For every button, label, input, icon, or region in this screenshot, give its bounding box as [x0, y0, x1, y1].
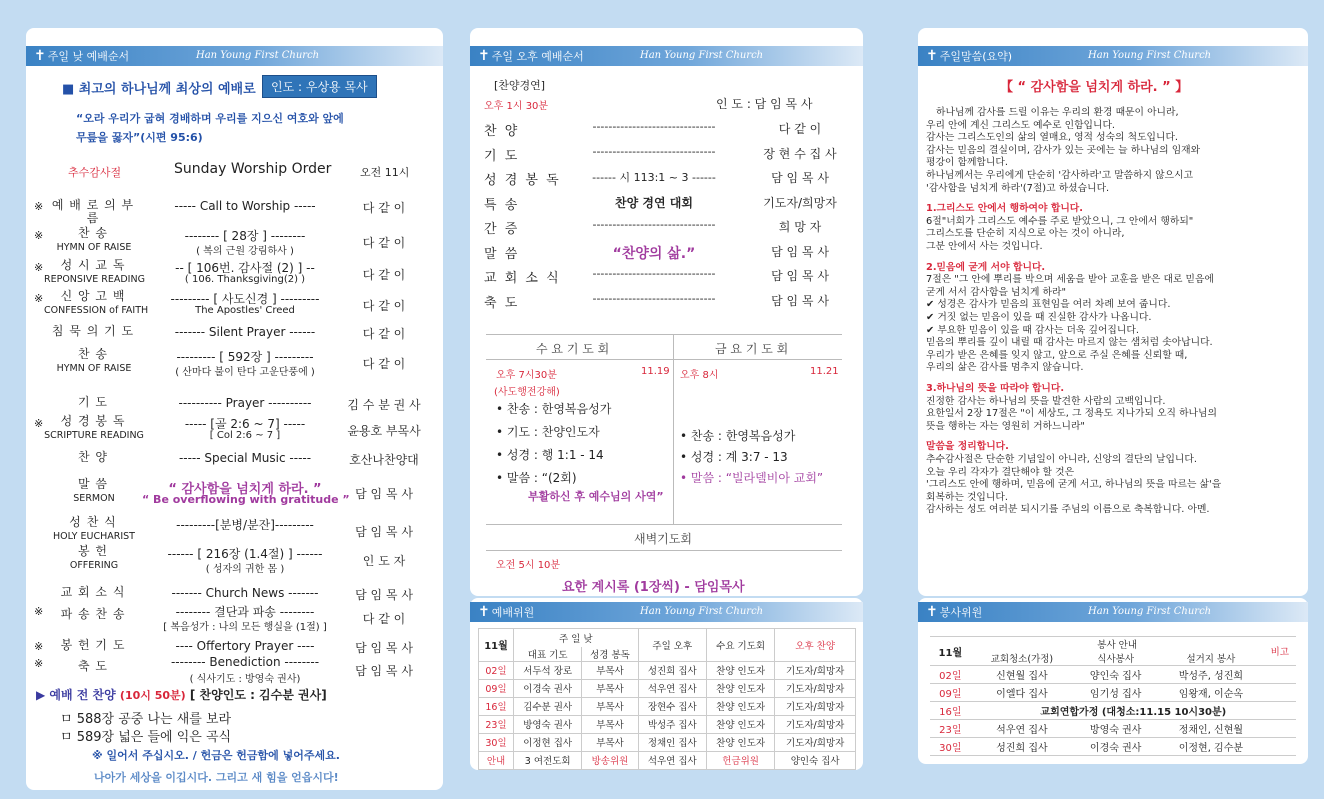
header-church-name: Han Young First Church [1088, 50, 1212, 61]
header-title: 주일말씀(요약) [939, 50, 1013, 63]
sermon-line: 감사는 그리스도인의 삶의 열매요, 영적 성숙의 척도입니다. [926, 132, 1179, 144]
sermon-line: 하나님께서는 우리에게 단순히 '감사하라'고 말씀하지 않으시고 [926, 170, 1194, 181]
afternoon-item [470, 218, 863, 240]
service-cell: 성진희 집사 [971, 738, 1074, 756]
pre-praise-title: ▶ 예배 전 찬양 (10시 50분) [ 찬양인도 : 김수분 권사] [36, 688, 327, 702]
sermon-line: ✔ 거짓 없는 믿음이 있을 때 진실한 감사가 나옵니다. [926, 312, 1152, 323]
afternoon-item-name: 교 회 소 식 [484, 271, 561, 286]
order-item-leader: 윤용호 부목사 [347, 424, 421, 438]
service-cell: 30일 [930, 738, 971, 756]
order-title: Sunday Worship Order [174, 161, 332, 177]
order-item-sub: The Apostles' Creed [195, 305, 295, 316]
pre-song-1: ㅁ 588장 공중 나는 새를 보라 [60, 712, 232, 727]
fri-line: • 말씀 : “빌라델비아 교회” [680, 471, 824, 485]
afternoon-item-name: 간 증 [484, 222, 520, 237]
duty-col: 주일 오후 [638, 629, 706, 662]
order-item-detail: ----- [골 2:6 ~ 7] ----- [184, 417, 306, 431]
wed-note: (사도행전강해) [494, 387, 560, 398]
required-mark: ※ [34, 292, 44, 305]
order-item-sub: ( 식사기도 : 방영숙 권사) [189, 674, 301, 685]
order-item-detail: ------- Church News ------- [171, 586, 319, 600]
leader-badge: 인도 : 우상용 목사 [262, 75, 377, 98]
service-row [930, 702, 1296, 720]
sermon-line: ✔ 부요한 믿음이 있을 때 감사는 더욱 깊어집니다. [926, 324, 1139, 336]
sermon-line: 3.하나님의 뜻을 따라야 합니다. [926, 383, 1065, 394]
afternoon-item-leader: 담 임 목 사 [771, 244, 829, 259]
sermon-line: 말씀을 정리합니다. [926, 441, 1009, 453]
fri-date: 11.21 [810, 366, 839, 377]
duty-cell: 09일 [479, 679, 514, 697]
duty-row [479, 733, 856, 751]
duty-cell: 3 여전도회 [513, 751, 581, 769]
service-cell: 09일 [930, 684, 971, 702]
pre-song-2: ㅁ 589장 넓은 들에 익은 곡식 [60, 730, 232, 745]
sermon-header [918, 46, 1308, 66]
order-item-name: 교 회 소 식 [60, 585, 126, 599]
duty-cell: 부목사 [582, 733, 638, 751]
order-item-detail: ----- Call to Worship ----- [174, 199, 316, 213]
header-church-name: Han Young First Church [1088, 606, 1212, 617]
cross-icon: ✝ [926, 604, 938, 620]
service-time: 오전 11시 [360, 166, 410, 179]
serv-col: 11월 [930, 637, 971, 666]
order-item-detail: ----- Special Music ----- [178, 451, 312, 465]
order-item [26, 545, 443, 575]
service-row [930, 684, 1296, 702]
stand-notice: ※ 일어서 주십시오. / 헌금은 헌금함에 넣어주세요. [92, 749, 340, 762]
service-cell: 16일 [930, 702, 971, 720]
afternoon-sub: [찬양경연] [494, 79, 546, 92]
service-row [930, 720, 1296, 738]
afternoon-item [470, 292, 863, 314]
order-item [26, 446, 443, 476]
service-header [918, 602, 1308, 622]
serv-col: 봉사 안내 [971, 637, 1264, 652]
sermon-line: 우리가 받은 은혜를 잊지 않고, 앞으로 주실 은혜를 신뢰할 때, [926, 349, 1188, 361]
verse-line-1: “오라 우리가 굽혀 경배하며 우리를 지으신 여호와 앞에 [76, 112, 344, 125]
order-item-leader: 담 임 목 사 [355, 588, 413, 602]
order-item-sub: “ Be overflowing with gratitude ” [142, 493, 350, 506]
afternoon-item-name: 찬 양 [484, 124, 520, 139]
duty-col: 성경 봉독 [582, 647, 638, 662]
order-item-name: 찬 송 [78, 226, 108, 240]
order-item [26, 320, 443, 350]
service-cell: 석우연 집사 [971, 720, 1074, 738]
afternoon-time: 오후 1시 30분 [484, 101, 549, 112]
service-note-cell [1264, 684, 1296, 702]
duty-cell: 박성주 집사 [638, 715, 706, 733]
order-item-detail: ------- Silent Prayer ------ [174, 325, 316, 339]
order-item-leader: 담 임 목 사 [355, 641, 413, 655]
required-mark: ※ [34, 657, 44, 670]
afternoon-leader: 인 도 : 담 임 목 사 [716, 97, 813, 111]
order-item-detail: ---------- Prayer ---------- [178, 396, 312, 410]
sermon-line: '그리스도 안에 행하며, 믿음에 굳게 서고, 하나님의 뜻을 따르는 삶'을 [926, 479, 1222, 491]
sermon-line: 우리 안에 계신 그리스도 예수로 인함입니다. [926, 119, 1116, 131]
order-item-name: 기 도 [78, 395, 108, 409]
service-cell: 임왕재, 이순옥 [1158, 684, 1263, 702]
wed-prayer-title: 수 요 기 도 회 [536, 342, 610, 356]
duty-col: 대표 기도 [513, 647, 581, 662]
sermon-line: ✔ 성경은 감사가 믿음의 표현임을 여러 차례 보여 줍니다. [926, 299, 1171, 311]
order-item [26, 227, 443, 257]
wed-line: • 기도 : 찬양인도자 [496, 425, 600, 439]
order-item-sub: ( 복의 근원 강림하사 ) [196, 246, 294, 257]
duty-cell: 부목사 [582, 661, 638, 679]
service-row [930, 738, 1296, 756]
order-item-name: 말 씀 [78, 477, 108, 491]
order-item-leader: 인 도 자 [362, 554, 406, 568]
afternoon-header [470, 46, 863, 66]
order-item-sub: [ Col 2:6 ~ 7 ] [209, 430, 281, 441]
service-cell: 23일 [930, 720, 971, 738]
order-item-leader: 다 같 이 [362, 268, 406, 282]
cross-icon: ✝ [478, 604, 490, 620]
verse-line-2: 무릎을 꿇자”(시편 95:6) [76, 131, 203, 144]
divider [486, 359, 842, 360]
duty-cell: 찬양 인도자 [706, 733, 774, 751]
order-item-name: 예 배 로 의 부 름 [51, 198, 135, 225]
required-mark: ※ [34, 605, 44, 618]
order-item-detail: “ 감사함을 넘치게 하라. ” [168, 482, 322, 497]
order-item-detail: --------- [ 592장 ] --------- [176, 350, 314, 364]
duty-cell: 찬양 인도자 [706, 679, 774, 697]
wed-time: 오후 7시30분 [496, 370, 557, 381]
sermon-line: 그분 안에서 사는 것입니다. [926, 241, 1043, 252]
wed-line: • 찬송 : 한영복음성가 [496, 402, 612, 416]
order-item-sub: ( 106. Thanksgiving(2) ) [184, 274, 306, 285]
required-mark: ※ [34, 261, 44, 274]
duty-row [479, 679, 856, 697]
panel-service-roster [918, 598, 1308, 764]
service-cell: 이엘다 집사 [971, 684, 1074, 702]
order-item-detail: -- [ 106번. 감사절 (2) ] -- [175, 261, 315, 275]
divider [486, 334, 842, 335]
afternoon-item-name: 말 씀 [484, 246, 520, 262]
duty-cell: 기도자/희망자 [775, 679, 856, 697]
duty-cell: 헌금위원 [706, 751, 774, 769]
order-item [26, 259, 443, 289]
duty-cell: 석우연 집사 [638, 751, 706, 769]
service-cell: 양인숙 집사 [1073, 666, 1158, 684]
order-item-name: 침 묵 의 기 도 [51, 324, 135, 338]
order-item-detail: -------- 결단과 파송 -------- [175, 605, 315, 619]
afternoon-item [470, 169, 863, 191]
afternoon-item-detail: “찬양의 삶.” [612, 245, 696, 262]
header-church-name: Han Young First Church [196, 50, 320, 61]
required-mark: ※ [34, 417, 44, 430]
order-item-name: 찬 양 [78, 450, 108, 464]
header-title: 주일 낮 예배순서 [47, 50, 130, 63]
service-note-cell [1264, 720, 1296, 738]
duty-col: 11월 [479, 629, 514, 662]
afternoon-item-leader: 장 현 수 집 사 [763, 146, 837, 161]
afternoon-item-leader: 담 임 목 사 [771, 269, 829, 283]
order-item-detail: ---------[분병/분잔]--------- [176, 518, 314, 532]
duty-cell: 정채인 집사 [638, 733, 706, 751]
sermon-line: 오늘 우리 각자가 결단해야 할 것은 [926, 466, 1075, 478]
order-item-detail: -------- [ 28장 ] -------- [184, 229, 306, 243]
header-title: 예배위원 [491, 606, 535, 619]
cross-icon: ✝ [926, 48, 938, 64]
header-title: 봉사위원 [939, 606, 983, 619]
order-item [26, 348, 443, 378]
panel-footer: 나아가 세상을 이깁시다. 그리고 새 힘을 얻읍시다! [94, 771, 339, 784]
duty-col: 오후 찬양 [775, 629, 856, 662]
order-item-sub: ( 산마다 불이 탄다 고운단풍에 ) [175, 367, 315, 378]
header-church-name: Han Young First Church [640, 50, 764, 61]
divider [673, 334, 674, 524]
panel-sermon-summary [918, 28, 1308, 596]
duty-cell: 방송위원 [582, 751, 638, 769]
order-item [26, 290, 443, 320]
duty-cell: 부목사 [582, 715, 638, 733]
order-item-en: CONFESSION of FAITH [44, 305, 149, 316]
fri-prayer-title: 금 요 기 도 회 [715, 342, 789, 356]
duty-cell: 기도자/희망자 [775, 661, 856, 679]
duty-col: 주 일 낮 [513, 629, 638, 647]
service-cell: 교회연합가정 (대청소:11.15 10시30분) [971, 702, 1296, 720]
duty-row [479, 715, 856, 733]
order-item-name: 봉 헌 기 도 [60, 638, 126, 652]
wed-sermon: 부활하신 후 예수님의 사역” [528, 490, 664, 503]
order-item [26, 516, 443, 546]
order-item-name: 축 도 [78, 659, 108, 673]
worship-heading: ■ 최고의 하나님께 최상의 예배로 [62, 82, 256, 97]
required-mark: ※ [34, 200, 44, 213]
duty-cell: 김수분 권사 [513, 697, 581, 715]
order-item-leader: 다 같 이 [362, 357, 406, 371]
dawn-text: 요한 계시록 (1장씩) - 담임목사 [562, 580, 745, 595]
sermon-line: 감사하는 성도 여러분 되시기를 주님의 이름으로 축복합니다. 아멘. [926, 504, 1210, 516]
afternoon-item-detail: ------------------------------- [592, 120, 716, 133]
morning-header [26, 46, 443, 66]
duty-row [479, 661, 856, 679]
order-item-detail: ------ [ 216장 (1.4절) ] ------ [167, 547, 323, 561]
service-cell: 02일 [930, 666, 971, 684]
afternoon-item-detail: ------ 시 113:1 ~ 3 ------ [592, 171, 716, 184]
order-item-detail: --------- [ 사도신경 ] --------- [170, 292, 320, 306]
duty-cell: 02일 [479, 661, 514, 679]
order-item-sub: [ 복음성가 : 나의 모든 행실을 (1절) ] [163, 622, 327, 633]
service-cell: 이경숙 권사 [1073, 738, 1158, 756]
duty-cell: 기도자/희망자 [775, 715, 856, 733]
order-item-leader: 다 같 이 [362, 612, 406, 626]
order-item-leader: 다 같 이 [362, 327, 406, 341]
afternoon-item [470, 145, 863, 167]
duty-cell: 장현수 집사 [638, 697, 706, 715]
order-item-en: HYMN OF RAISE [56, 242, 132, 253]
duty-cell: 찬양 인도자 [706, 661, 774, 679]
afternoon-item-detail: ------------------------------- [592, 144, 716, 158]
sermon-line: 진정한 감사는 하나님의 뜻을 발견한 사람의 고백입니다. [926, 395, 1166, 407]
duty-row [479, 697, 856, 715]
order-item-en: HOLY EUCHARIST [53, 531, 135, 542]
order-item-leader: 김 수 분 권 사 [347, 398, 421, 412]
order-item-name: 성 시 교 독 [60, 258, 126, 272]
service-table [930, 636, 1296, 756]
sermon-line: 1.그리스도 안에서 행하여야 합니다. [926, 203, 1083, 215]
service-row [930, 666, 1296, 684]
afternoon-item-name: 특 송 [484, 197, 520, 213]
duty-cell: 부목사 [582, 697, 638, 715]
order-item [26, 478, 443, 508]
afternoon-item-leader: 기도자/희망자 [763, 195, 837, 210]
duty-cell: 찬양 인도자 [706, 715, 774, 733]
sermon-title: 【 “ 감사함을 넘치게 하라. ” 】 [1000, 80, 1189, 95]
order-item-en: OFFERING [69, 560, 119, 571]
sermon-line: 굳게 서서 감사함을 넘치게 하라" [926, 286, 1066, 298]
order-item-sub: ( 성자의 귀한 몸 ) [205, 564, 285, 575]
duty-cell: 기도자/희망자 [775, 733, 856, 751]
order-item [26, 415, 443, 445]
service-cell: 정채인, 신현월 [1158, 720, 1263, 738]
duty-table [478, 628, 856, 770]
duty-header [470, 602, 863, 622]
order-item-leader: 담 임 목 사 [355, 487, 413, 501]
duty-cell: 서두석 장로 [513, 661, 581, 679]
order-item-name: 성 경 봉 독 [60, 414, 126, 428]
wed-date: 11.19 [641, 366, 670, 377]
sermon-line: 그리스도를 단순히 지식으로 아는 것이 아니라, [926, 228, 1125, 240]
sermon-line: 뜻을 행하는 자는 영원히 거하느니라" [926, 420, 1085, 432]
order-item-name: 성 찬 식 [69, 515, 117, 529]
order-item-leader: 다 같 이 [362, 299, 406, 313]
afternoon-item [470, 120, 863, 142]
duty-cell: 이경숙 권사 [513, 679, 581, 697]
serv-col: 식사봉사 [1073, 651, 1158, 666]
divider [486, 550, 842, 551]
serv-col: 설거지 봉사 [1158, 651, 1263, 666]
duty-cell: 찬양 인도자 [706, 697, 774, 715]
afternoon-item-leader: 다 같 이 [778, 122, 822, 136]
order-item-en: SERMON [73, 493, 115, 504]
sermon-line: 믿음의 뿌리를 깊이 내릴 때 감사는 마르지 않는 샘처럼 솟아납니다. [926, 337, 1213, 349]
afternoon-item-leader: 희 망 자 [778, 220, 822, 234]
afternoon-item-leader: 담 임 목 사 [771, 293, 829, 308]
service-note-cell [1264, 666, 1296, 684]
serv-col: 비고 [1264, 637, 1296, 666]
dawn-title: 새벽기도회 [634, 532, 692, 546]
order-item-name: 파 송 찬 송 [60, 607, 126, 621]
occasion-label: 추수감사절 [68, 166, 122, 179]
order-item-leader: 담 임 목 사 [355, 664, 413, 678]
wed-line: • 성경 : 행 1:1 - 14 [496, 448, 604, 462]
panel-duty-roster [470, 598, 863, 770]
sermon-line: 감사는 믿음의 결실이며, 감사가 있는 곳에는 늘 하나님의 임재와 [926, 144, 1201, 156]
serv-col: 교회청소(가정) [971, 651, 1074, 666]
order-item-name: 찬 송 [78, 347, 108, 361]
order-item [26, 194, 443, 224]
fri-time: 오후 8시 [680, 370, 719, 381]
sermon-line: 2.믿음에 굳게 서야 합니다. [926, 261, 1046, 273]
divider [486, 524, 842, 525]
order-item-detail: -------- Benediction -------- [170, 655, 320, 669]
afternoon-item [470, 243, 863, 265]
afternoon-item-detail: ------------------------------- [592, 218, 716, 231]
duty-cell: 성진희 집사 [638, 661, 706, 679]
order-item-leader: 호산나찬양대 [349, 453, 419, 467]
service-cell: 방영숙 권사 [1073, 720, 1158, 738]
required-mark: ※ [34, 229, 44, 242]
dawn-time: 오전 5시 10분 [496, 560, 561, 571]
required-mark: ※ [34, 640, 44, 653]
afternoon-item-name: 축 도 [484, 295, 520, 311]
order-item-leader: 다 같 이 [362, 236, 406, 250]
order-item [26, 603, 443, 633]
sermon-line: 하나님께 감사를 드릴 이유는 우리의 환경 때문이 아니라, [936, 107, 1179, 118]
header-church-name: Han Young First Church [640, 606, 764, 617]
order-item-detail: ---- Offertory Prayer ---- [175, 639, 315, 653]
duty-cell: 석우연 집사 [638, 679, 706, 697]
duty-col: 수요 기도회 [706, 629, 774, 662]
fri-line: • 성경 : 계 3:7 - 13 [680, 450, 788, 464]
sermon-line: 우리의 삶은 감사를 멈추지 않습니다. [926, 362, 1084, 374]
afternoon-item-detail: ------------------------------- [592, 291, 716, 305]
order-item-name: 신 앙 고 백 [60, 289, 126, 303]
fri-line: • 찬송 : 한영복음성가 [680, 429, 796, 443]
duty-cell: 30일 [479, 733, 514, 751]
service-cell: 이정현, 김수분 [1158, 738, 1263, 756]
duty-row-usher [479, 751, 856, 769]
service-cell: 신현월 집사 [971, 666, 1074, 684]
order-item-en: SCRIPTURE READING [44, 430, 144, 441]
sermon-line: 7절은 "그 안에 뿌리를 박으며 세움을 받아 교훈을 받은 대로 믿음에 [926, 274, 1214, 286]
sermon-line: 요한일서 2장 17절은 "이 세상도, 그 정욕도 지나가되 오직 하나님의 [926, 408, 1217, 420]
afternoon-item-detail: ------------------------------- [592, 267, 716, 280]
afternoon-item [470, 194, 863, 216]
duty-cell: 안내 [479, 751, 514, 769]
afternoon-item-detail: 찬양 경연 대회 [615, 195, 693, 210]
panel-afternoon-worship [470, 28, 863, 596]
sermon-line: 회복하는 것입니다. [926, 491, 1008, 503]
duty-cell: 부목사 [582, 679, 638, 697]
sermon-line: 평강이 함께합니다. [926, 157, 1008, 169]
duty-cell: 양인숙 집사 [775, 751, 856, 769]
duty-cell: 방영숙 권사 [513, 715, 581, 733]
duty-cell: 23일 [479, 715, 514, 733]
duty-cell: 16일 [479, 697, 514, 715]
wed-line: • 말씀 : “(2회) [496, 471, 577, 485]
service-cell: 박성주, 성진희 [1158, 666, 1263, 684]
panel-morning-worship [26, 28, 443, 790]
order-item-name: 봉 헌 [78, 544, 108, 558]
sermon-line: '감사함을 넘치게 하라'(7절)고 하셨습니다. [926, 182, 1110, 194]
afternoon-item-name: 기 도 [484, 148, 520, 164]
order-item [26, 655, 443, 685]
afternoon-item-name: 성 경 봉 독 [484, 173, 561, 188]
duty-cell: 기도자/희망자 [775, 697, 856, 715]
order-item-leader: 다 같 이 [362, 201, 406, 215]
header-title: 주일 오후 예배순서 [491, 50, 584, 63]
cross-icon: ✝ [34, 48, 46, 64]
service-note-cell [1264, 738, 1296, 756]
sermon-line: 추수감사절은 단순한 기념일이 아니라, 신앙의 결단의 날입니다. [926, 454, 1197, 465]
order-item-en: HYMN OF RAISE [56, 363, 132, 374]
sermon-line: 6절"너희가 그리스도 예수를 주로 받았으니, 그 안에서 행하되" [926, 215, 1194, 227]
afternoon-item [470, 267, 863, 289]
order-item-en: REPONSIVE READING [44, 274, 145, 285]
service-cell: 임기성 집사 [1073, 684, 1158, 702]
cross-icon: ✝ [478, 48, 490, 64]
afternoon-item-leader: 담 임 목 사 [771, 171, 829, 185]
order-item-leader: 담 임 목 사 [355, 525, 413, 539]
duty-cell: 이정현 집사 [513, 733, 581, 751]
